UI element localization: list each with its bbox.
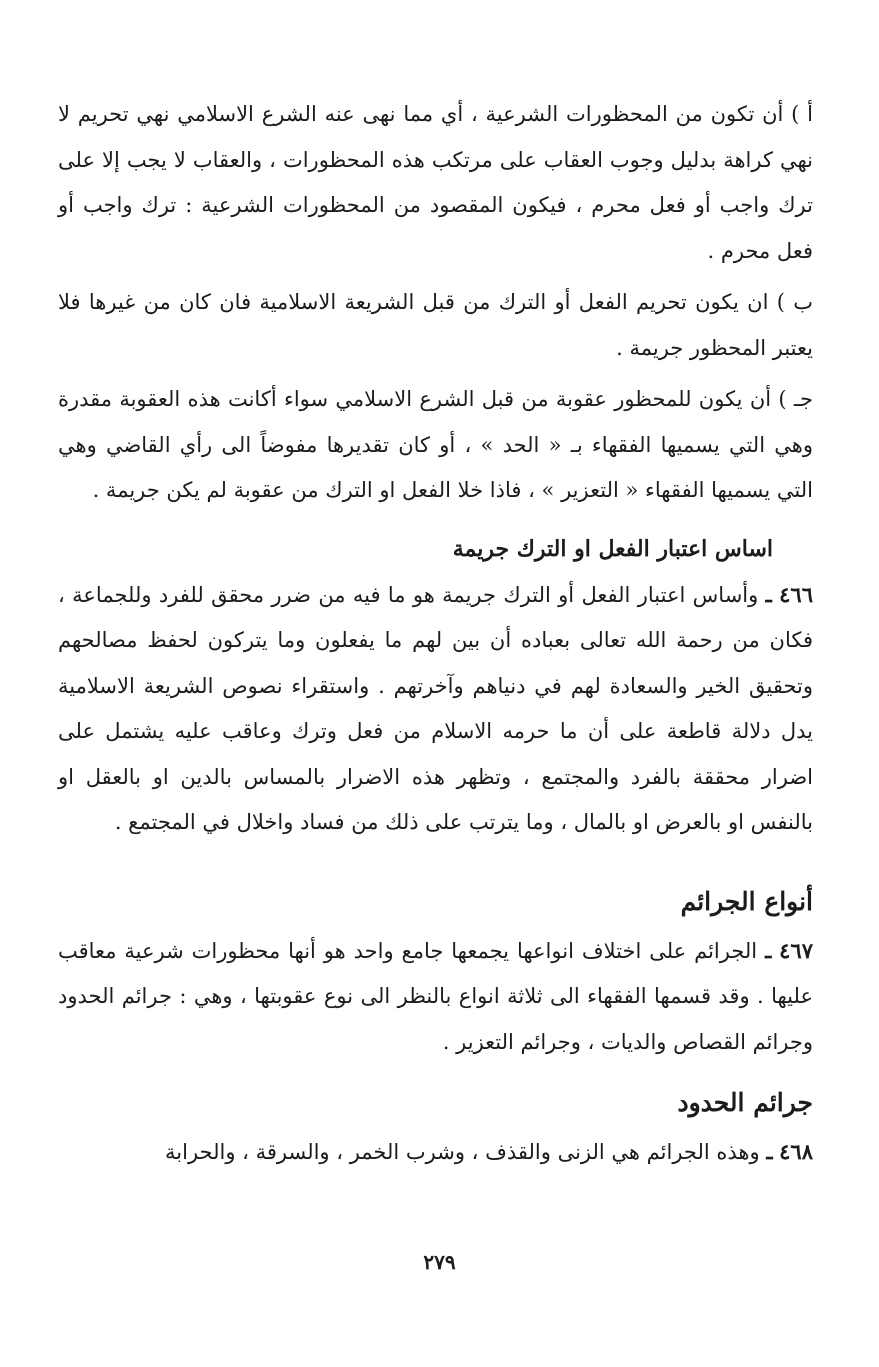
section-dash-468: ـ [766,1139,773,1164]
section-text-468: وهذه الجرائم هي الزنى والقذف ، وشرب الخمر ، والسرقة ، والحرابة [165,1140,760,1164]
section-number-467: ٤٦٧ [779,937,813,963]
section-dash-467: ـ [765,937,772,963]
heading-basis-of-crime: اساس اعتبار الفعل او الترك جريمة [452,535,773,562]
section-text-466: وأساس اعتبار الفعل أو الترك جريمة هو ما فيه من ضرر محقق للفرد وللجماعة ، فكان من رحمة الله تعالى بعباده أن بين لهم ما يفعلون وما يتركون لحفظ مصالحهم وتحقيق الخير والسعادة لهم في دنياهم وآخرتهم . واستقراء نصوص الشريعة الاسلامية يدل دلالة قاطعة على أن ما حرمه الاسلام من فعل وترك وعاقب عليه يشتمل على اضرار محققة بالفرد والمجتمع ، وتظهر هذه الاضرار بالمساس بالدين او بالعقل او بالنفس او بالعرض او بالمال ، وما يترتب على ذلك من فساد واخلال في المجتمع . [58,582,813,834]
section-number-466: ٤٦٦ [779,581,813,607]
section-number-468: ٤٦٨ [779,1139,813,1164]
page-number: ٢٧٩ [423,1250,456,1274]
section-dash-466: ـ [765,581,772,607]
paragraph-condition-b: ب ) ان يكون تحريم الفعل أو الترك من قبل الشريعة الاسلامية فان كان من غيرها فلا يعتبر المحظور جريمة . [58,290,813,360]
heading-types-of-crimes: أنواع الجرائم [680,886,813,916]
page-body [0,92,879,1176]
paragraph-466 [58,572,813,846]
paragraph-468 [58,1129,813,1176]
section-text-467: الجرائم على اختلاف انواعها يجمعها جامع واحد هو أنها محظورات شرعية معاقب عليها . وقد قسمها الفقهاء الى ثلاثة انواع بالنظر الى نوع عقوبتها ، وهي : جرائم الحدود وجرائم القصاص والديات ، وجرائم التعزير . [58,938,813,1054]
paragraph-condition-c: جـ ) أن يكون للمحظور عقوبة من قبل الشرع الاسلامي سواء أكانت هذه العقوبة مقدرة وهي التي يسميها الفقهاء بـ « الحد » ، أو كان تقديرها مفوضاً الى رأي القاضي وهي التي يسميها الفقهاء « التعزير » ، فاذا خلا الفعل او الترك من عقوبة لم يكن جريمة . [58,387,813,502]
paragraph-condition-a: أ ) أن تكون من المحظورات الشرعية ، أي مما نهى عنه الشرع الاسلامي نهي تحريم لا نهي كراهة بدليل وجوب العقاب على مرتكب هذه المحظورات ، والعقاب لا يجب إلا على ترك واجب أو فعل محرم ، فيكون المقصود من المحظورات الشرعية : ترك واجب أو فعل محرم . [58,102,813,263]
paragraph-467 [58,928,813,1066]
heading-hudud-crimes: جرائم الحدود [677,1088,813,1117]
